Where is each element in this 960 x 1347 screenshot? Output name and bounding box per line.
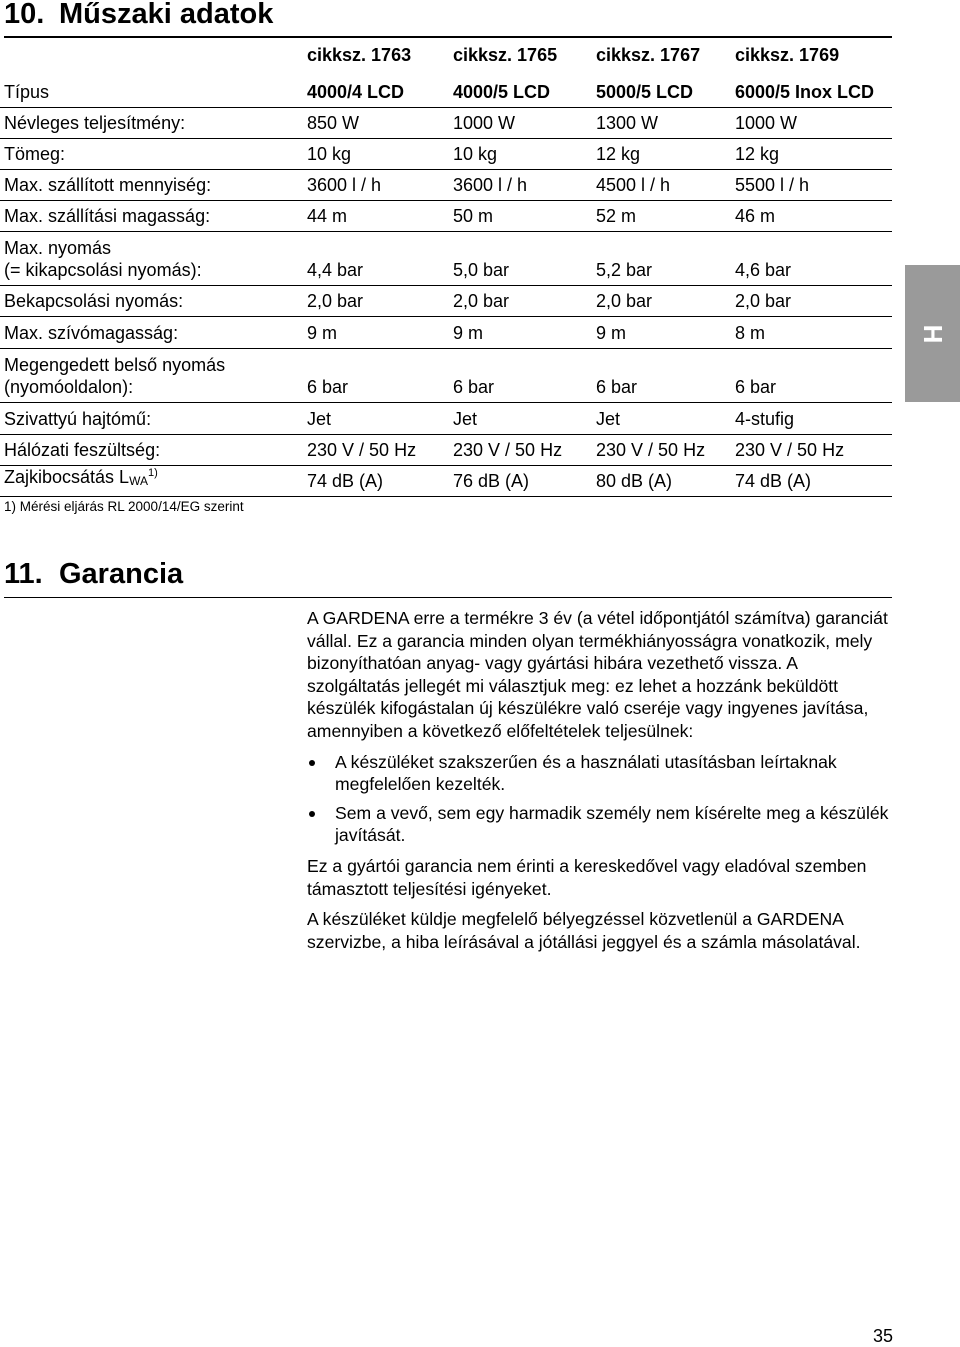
row-value: 12 kg <box>596 144 641 164</box>
section-10-title: Műszaki adatok <box>59 0 274 30</box>
spec-footnote: 1) Mérési eljárás RL 2000/14/EG szerint <box>4 499 244 514</box>
table-row-zajkibocsatas <box>0 466 892 497</box>
row-value: 44 m <box>307 206 348 226</box>
row-value: 5,0 bar <box>453 260 510 280</box>
page-number: 35 <box>872 1326 893 1346</box>
row-value: 10 kg <box>307 144 352 164</box>
language-tab <box>905 265 960 402</box>
row-value: 6 bar <box>453 377 495 397</box>
warranty-paragraph-2: Ez a gyártói garancia nem érinti a kereskedővel vagy eladóval szemben támasztott teljesítési igényeket. <box>307 855 867 899</box>
header-col-1765: cikksz. 1765 <box>453 45 558 65</box>
bullet-icon <box>309 811 315 817</box>
table-row-bekapcsolasi <box>0 286 892 317</box>
list-item-text: Sem a vevő, sem egy harmadik személy nem kísérelte meg a készülék javítását. <box>335 802 889 846</box>
row-value: 1000 W <box>453 113 516 133</box>
row-label: Max. szállítási magasság: <box>4 206 211 226</box>
warranty-text <box>307 607 892 961</box>
row-value: 5500 l / h <box>735 175 810 195</box>
row-value: 230 V / 50 Hz <box>307 440 417 460</box>
row-value: 4500 l / h <box>596 175 671 195</box>
section-11-title: Garancia <box>59 558 184 590</box>
language-tab-letter: H <box>917 324 948 343</box>
row-value: 2,0 bar <box>735 291 792 311</box>
section-10-heading <box>4 0 273 29</box>
row-value: 9 m <box>453 323 484 343</box>
row-label: Hálózati feszültség: <box>4 440 161 460</box>
warranty-paragraph-1: A GARDENA erre a termékre 3 év (a vétel időpontjától számítva) garanciát vállal. Ez a garancia minden olyan termékhiányosságra vonatkozik, mely bizonyíthatóan anyag- vagy gyártási hibára vezethető vissza. A szolgáltatás jellegét mi választjuk meg: ez lehet a hozzánk beküldött készülék kifogástalan új készülékre való cseréje vagy ingyenes javítása, amennyiben a következő előfeltételek teljesülnek: <box>307 608 888 741</box>
row-label-line-2: (= kikapcsolási nyomás): <box>4 260 202 280</box>
row-value: 6000/5 Inox LCD <box>735 82 875 102</box>
header-col-1763: cikksz. 1763 <box>307 45 412 65</box>
section-10-number: 10. <box>4 0 45 30</box>
row-value: 74 dB (A) <box>735 471 812 491</box>
row-label: Max. szállított mennyiség: <box>4 175 212 195</box>
row-label: Tömeg: <box>4 144 66 164</box>
spec-table-header <box>0 38 892 70</box>
row-value: 12 kg <box>735 144 780 164</box>
row-value: 4-stufig <box>735 409 795 429</box>
table-row-belso-nyomas <box>0 349 892 403</box>
section-11-number: 11. <box>4 558 43 590</box>
header-col-1769: cikksz. 1769 <box>735 45 840 65</box>
row-value: 9 m <box>307 323 338 343</box>
table-row-hajtomu <box>0 403 892 435</box>
row-value: Jet <box>453 409 478 429</box>
table-row-max-nyomas <box>0 232 892 286</box>
row-value: 5000/5 LCD <box>596 82 694 102</box>
row-value: 10 kg <box>453 144 498 164</box>
row-value: 230 V / 50 Hz <box>453 440 563 460</box>
table-row-teljesitmeny <box>0 108 892 139</box>
row-value: 76 dB (A) <box>453 471 530 491</box>
row-label: Max. szívómagasság: <box>4 323 179 343</box>
row-value: 80 dB (A) <box>596 471 673 491</box>
row-value: 46 m <box>735 206 776 226</box>
row-value: Jet <box>596 409 621 429</box>
row-value: 3600 l / h <box>453 175 528 195</box>
row-value: 4,6 bar <box>735 260 792 280</box>
list-item-text: A készüléket szakszerűen és a használati utasításban leírtaknak megfelelően kezelték. <box>335 751 837 795</box>
row-label-line-2: (nyomóoldalon): <box>4 377 134 397</box>
row-value: 74 dB (A) <box>307 471 384 491</box>
row-value: 2,0 bar <box>453 291 510 311</box>
row-value: 6 bar <box>307 377 349 397</box>
row-label-superscript: 1) <box>147 467 158 479</box>
row-value: 850 W <box>307 113 360 133</box>
row-value: Jet <box>307 409 332 429</box>
row-value: 2,0 bar <box>596 291 653 311</box>
row-value: 6 bar <box>735 377 777 397</box>
row-value: 1300 W <box>596 113 659 133</box>
row-label: Szivattyú hajtómű: <box>4 409 152 429</box>
row-value: 9 m <box>596 323 627 343</box>
row-value: 4000/4 LCD <box>307 82 405 102</box>
row-label-subscript: WA <box>129 474 148 488</box>
row-value: 230 V / 50 Hz <box>735 440 845 460</box>
row-value: 50 m <box>453 206 494 226</box>
row-label: Névleges teljesítmény: <box>4 113 186 133</box>
row-label <box>4 462 158 492</box>
row-value: 3600 l / h <box>307 175 382 195</box>
row-value: 4000/5 LCD <box>453 82 551 102</box>
row-label-main: Zajkibocsátás L <box>4 467 130 487</box>
table-row-tipus <box>0 70 892 108</box>
table-row-magassag <box>0 201 892 232</box>
row-label: Típus <box>4 82 50 102</box>
list-item <box>307 751 892 796</box>
table-row-tomeg <box>0 139 892 170</box>
row-value: 52 m <box>596 206 637 226</box>
bullet-icon <box>309 760 315 766</box>
row-label <box>4 354 225 398</box>
row-value: 8 m <box>735 323 766 343</box>
table-row-mennyiseg <box>0 170 892 201</box>
list-item <box>307 802 892 847</box>
warranty-conditions-list <box>307 751 892 847</box>
warranty-paragraph-3: A készüléket küldje megfelelő bélyegzéssel közvetlenül a GARDENA szervizbe, a hiba leírásával a jótállási jeggyel és a számla másolatával. <box>307 909 861 952</box>
header-col-1767: cikksz. 1767 <box>596 45 701 65</box>
section-11-rule <box>4 597 892 598</box>
row-value: 6 bar <box>596 377 638 397</box>
row-value: 230 V / 50 Hz <box>596 440 706 460</box>
row-value: 4,4 bar <box>307 260 364 280</box>
row-value: 2,0 bar <box>307 291 364 311</box>
row-label <box>4 237 202 281</box>
row-value: 5,2 bar <box>596 260 653 280</box>
row-value: 1000 W <box>735 113 798 133</box>
section-11-heading <box>4 560 183 589</box>
row-label-line-1: Megengedett belső nyomás <box>4 355 226 375</box>
row-label: Bekapcsolási nyomás: <box>4 291 184 311</box>
row-label-line-1: Max. nyomás <box>4 238 112 258</box>
table-row-szivomagassag <box>0 317 892 349</box>
